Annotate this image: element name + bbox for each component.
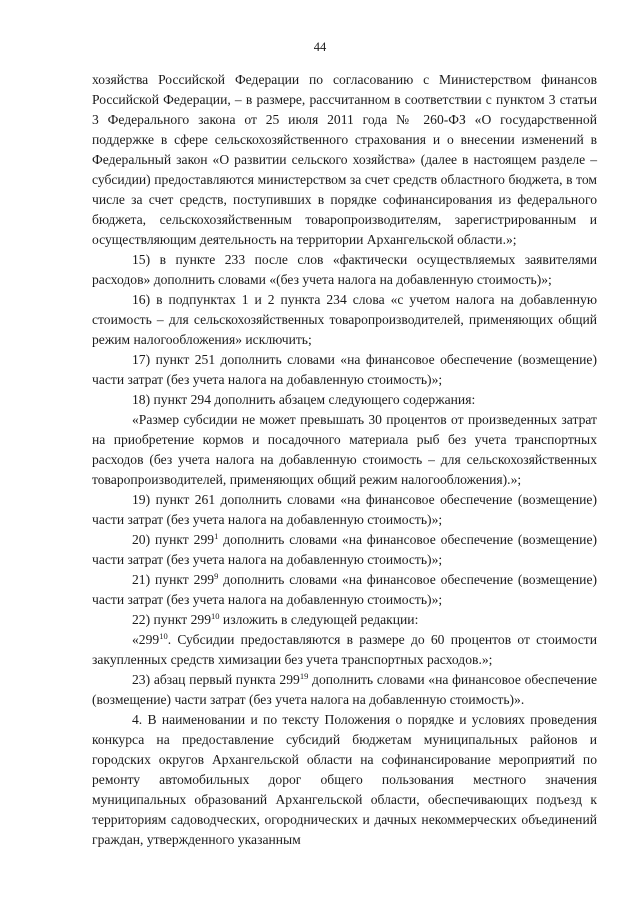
paragraph-item-21: 21) пункт $299^9$ дополнить словами «на финансовое обеспечение (возмещение) части затрат (без учета налога на добавленную стоимость)»; bbox=[92, 571, 597, 607]
paragraph-item-19: 19) пункт 261 дополнить словами «на финансовое обеспечение (возмещение) части затрат (без учета налога на добавленную стоимость)»; bbox=[92, 492, 597, 527]
paragraph-item-15: 15) в пункте 233 после слов «фактически осуществляемых заявителями расходов» дополнить словами «(без учета налога на добавленную стоимость)»; bbox=[92, 252, 597, 287]
paragraph-item-16: 16) в подпунктах 1 и 2 пункта 234 слова «с учетом налога на добавленную стоимость – для сельскохозяйственных товаропроизводителей, применяющих общий режим налогообложения» исключить; bbox=[92, 292, 597, 347]
document-body bbox=[92, 70, 597, 850]
superscript: 19 bbox=[299, 671, 309, 681]
paragraph-item-17: 17) пункт 251 дополнить словами «на финансовое обеспечение (возмещение) части затрат (без учета налога на добавленную стоимость)»; bbox=[92, 352, 597, 387]
paragraph-quote-299-10: «$299^{10}$. Субсидии предоставляются в размере до 60 процентов от стоимости закупленных средств химизации без учета транспортных расходов.»; bbox=[92, 631, 597, 667]
paragraph-quote-subsidy-size: «Размер субсидии не может превышать 30 процентов от произведенных затрат на приобретение кормов и посадочного материала рыб без учета транспортных расходов (без учета налога на добавленную стоимость – для сельскохозяйственных товаропроизводителей, применяющих общий режим налогообложения).»; bbox=[92, 412, 597, 487]
paragraph-item-18: 18) пункт 294 дополнить абзацем следующего содержания: bbox=[132, 392, 476, 407]
paragraph-item-20: 20) пункт $299^1$ дополнить словами «на финансовое обеспечение (возмещение) части затрат (без учета налога на добавленную стоимость)»; bbox=[92, 531, 597, 567]
superscript: 10 bbox=[211, 611, 220, 621]
superscript: 1 bbox=[214, 531, 219, 541]
paragraph-continuation: хозяйства Российской Федерации по согласованию с Министерством финансов Российской Федерации, – в размере, рассчитанном в соответствии с пунктом 3 статьи 3 Федерального закона от 25 июля 2011 года № 260-ФЗ «О государственной поддержке в сфере сельскохозяйственного страхования и о внесении изменений в Федеральный закон «О развитии сельского хозяйства» (далее в настоящем разделе – субсидии) предоставляются министерством за счет средств областного бюджета, в том числе за счет средств, поступивших в порядке софинансирования из федерального бюджета, сельскохозяйственным товаропроизводителям, зарегистрированным и осуществляющим деятельность на территории Архангельской области.»; bbox=[92, 72, 597, 247]
superscript: 9 bbox=[214, 571, 219, 581]
page-number: 44 bbox=[313, 40, 327, 54]
paragraph-item-23: 23) абзац первый пункта $299^{19}$ дополнить словами «на финансовое обеспечение (возмещение) части затрат (без учета налога на добавленную стоимость)». bbox=[92, 671, 598, 707]
paragraph-item-22: 22) пункт $299^{10}$ изложить в следующей редакции: bbox=[132, 611, 419, 627]
superscript: 10 bbox=[159, 631, 168, 641]
paragraph-section-4: 4. В наименовании и по тексту Положения о порядке и условиях проведения конкурса на предоставление субсидий бюджетам муниципальных районов и городских округов Архангельской области на софинансирование мероприятий по ремонту автомобильных дорог общего пользования местного значения муниципальных образований Архангельской области, обеспечивающих подъезд к территориям садоводческих, огороднических и дачных некоммерческих объединений граждан, утвержденного указанным bbox=[92, 712, 597, 847]
